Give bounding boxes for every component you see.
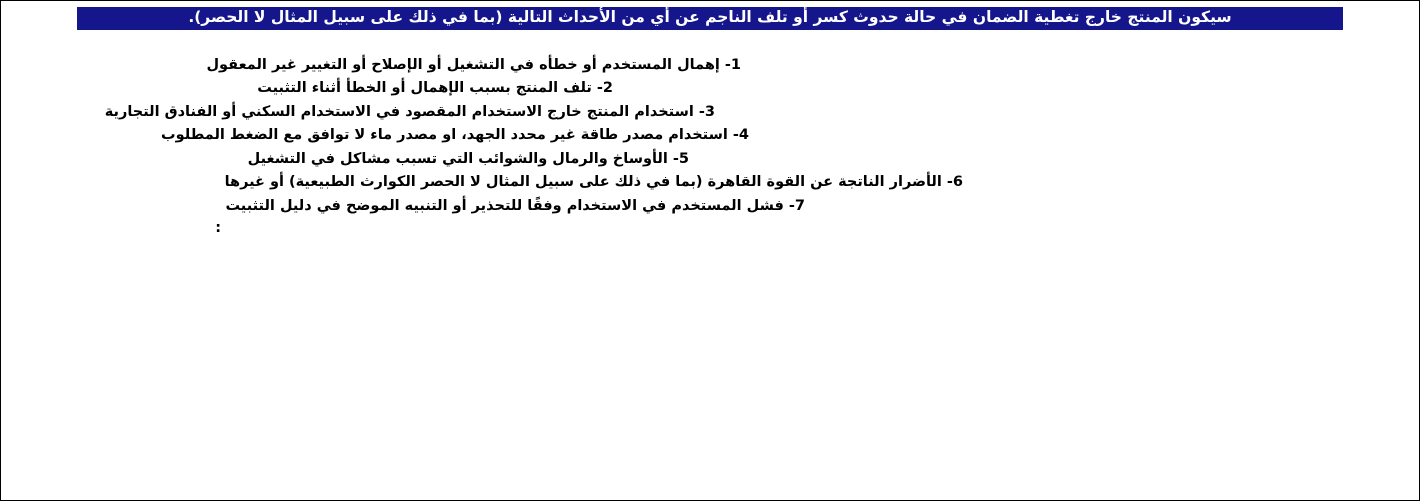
list-item: 6- الأضرار الناتجة عن القوة القاهرة (بما في ذلك على سبيل المثال لا الحصر الكوارث الطبيعية) أو غيرها	[224, 174, 963, 191]
document-body	[1, 1, 1419, 500]
list-item: 1- إهمال المستخدم أو خطأه في التشغيل أو الإصلاح أو التغيير غير المعقول	[206, 56, 741, 73]
exclusion-list	[19, 54, 1401, 218]
warranty-exclusions-heading: سيكون المنتج خارج تغطية الضمان في حالة حدوث كسر أو تلف الناجم عن أي من الأحداث التالية (بما في ذلك على سبيل المثال لا الحصر).	[77, 7, 1343, 30]
list-item: 7- فشل المستخدم في الاستخدام وفقًا للتحذير أو التنبيه الموضح في دليل التثبيت	[225, 197, 805, 214]
list-item: 5- الأوساخ والرمال والشوائب التي تسبب مشاكل في التشغيل	[247, 150, 689, 167]
list-item: 2- تلف المنتج بسبب الإهمال أو الخطأ أثناء التثبيت	[257, 80, 613, 97]
trailing-colon: :	[215, 220, 221, 237]
list-item: 4- استخدام مصدر طاقة غير محدد الجهد، او مصدر ماء لا توافق مع الضغط المطلوب	[161, 127, 749, 144]
list-item: 3- استخدام المنتج خارج الاستخدام المقصود في الاستخدام السكني أو الفنادق التجارية	[104, 103, 715, 120]
